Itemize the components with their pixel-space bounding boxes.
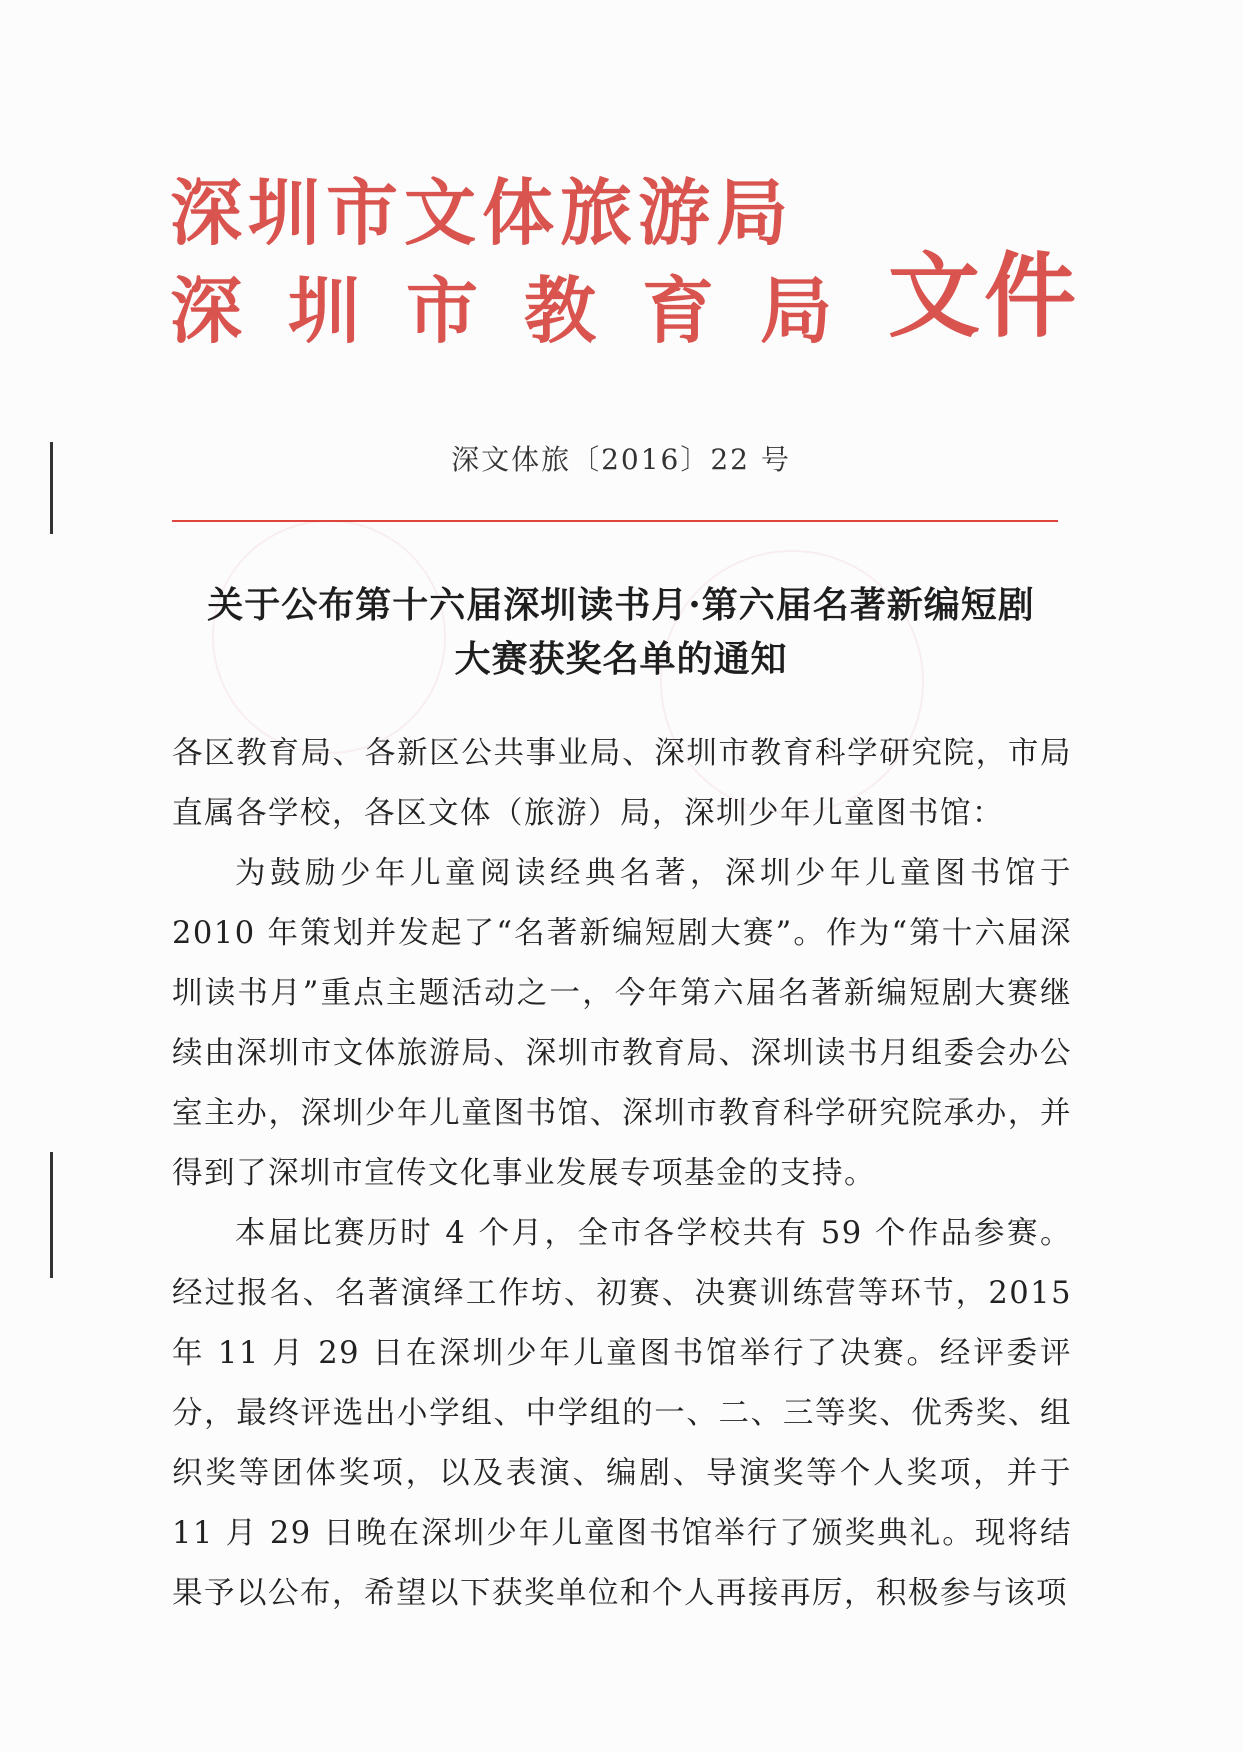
document-number: 深文体旅〔2016〕22 号 [451,443,791,476]
document-header [170,165,1081,365]
title-line-1: 关于公布第十六届深圳读书月·第六届名著新编短剧 [207,584,1035,626]
header-divider [172,520,1058,522]
issuer-line-1: 深圳市文体旅游局 [170,170,795,255]
addressee: 各区教育局、各新区公共事业局、深圳市教育科学研究院，市局直属各学校，各区文体（旅游）局，深圳少年儿童图书馆： [172,736,1072,831]
binding-mark [50,1152,53,1278]
body-paragraph: 本届比赛历时 4 个月，全市各学校共有 59 个作品参赛。经过报名、名著演绎工作坊、初赛、决赛训练营等环节，2015 年 11 月 29 日在深圳少年儿童图书馆举行了决赛。经评委评分，最终评选出小学组、中学组的一、二、三等奖、优秀奖、组织奖等团体奖项，以及表演、编剧、导演奖等个人奖项，并于 11 月 29 日晚在深圳少年儿童图书馆举行了颁奖典礼。现将结果予以公布，希望以下获奖单位和个人再接再厉，积极参与该项 [172,1216,1072,1611]
title-line-2: 大赛获奖名单的通知 [454,638,788,680]
issuer-line-2: 深圳市教育局 [170,268,879,353]
document-body [172,724,1072,1624]
document-title [0,578,1242,686]
body-paragraph: 为鼓励少年儿童阅读经典名著，深圳少年儿童图书馆于 2010 年策划并发起了“名著新编短剧大赛”。作为“第十六届深圳读书月”重点主题活动之一，今年第六届名著新编短剧大赛继续由深圳市文体旅游局、深圳市教育局、深圳读书月组委会办公室主办，深圳少年儿童图书馆、深圳市教育科学研究院承办，并得到了深圳市宣传文化事业发展专项基金的支持。 [172,856,1072,1191]
document-type-label: 文件 [888,242,1081,350]
